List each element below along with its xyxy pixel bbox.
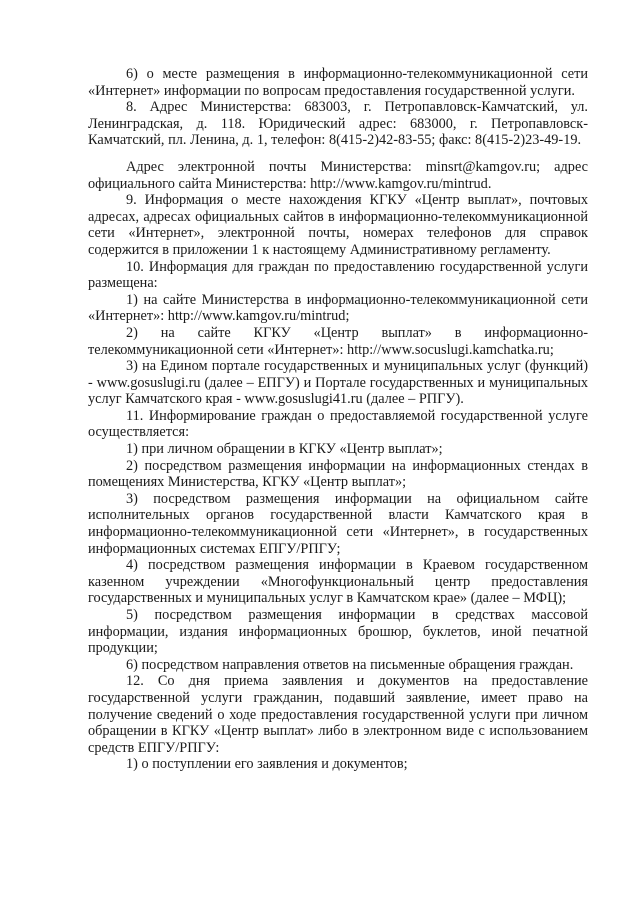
list-item-personal-visit: 1) при личном обращении в КГКУ «Центр выплат»; — [126, 441, 443, 458]
list-item-official-site: 3) посредством размещения информации на официальном сайте исполнительных органов государственной власти Камчатского края в информационно-телекоммуникационной сети «Интернет», в государственных информационных системах ЕПГУ/РПГУ; — [88, 490, 588, 557]
paragraph-ministry-email-site: Адрес электронной почты Министерства: minsrt@kamgov.ru; адрес официального сайта Министерства: http://www.kamgov.ru/mintrud. — [88, 158, 588, 192]
list-item-portals: 3) на Едином портале государственных и муниципальных услуг (функций) - www.gosuslugi.ru (далее – ЕПГУ) и Портале государственных и муниципальных услуг Камчатского края - www.gosuslugi41.ru (далее – РПГУ). — [88, 358, 588, 408]
paragraph-8-ministry-address: 8. Адрес Министерства: 683003, г. Петропавловск-Камчатский, ул. Ленинградская, д. 118. Юридический адрес: 683000, г. Петропавловск-Камчатский, пл. Ленина, д. 1, телефон: 8(415-2)42-83-55; факс: 8(415-2)23-49-19. — [88, 99, 588, 149]
list-item-mass-media: 5) посредством размещения информации в средствах массовой информации, издания информационных брошюр, буклетов, иной печатной продукции; — [88, 607, 588, 657]
paragraph-6-internet-info: 6) о месте размещения в информационно-телекоммуникационной сети «Интернет» информации по вопросам предоставления государственной услуги. — [88, 66, 588, 99]
list-item-stands: 2) посредством размещения информации на информационных стендах в помещениях Министерства, КГКУ «Центр выплат»; — [88, 457, 588, 491]
paragraph-11-informing: 11. Информирование граждан о предоставляемой государственной услуге осуществляется: — [88, 407, 588, 441]
paragraph-10-info-placement: 10. Информация для граждан по предоставлению государственной услуги размещена: — [88, 258, 588, 292]
list-item-center-site: 2) на сайте КГКУ «Центр выплат» в информационно-телекоммуникационной сети «Интернет»: http://www.socuslugi.kamchatka.ru; — [88, 324, 588, 358]
paragraph-9-location-info: 9. Информация о месте нахождения КГКУ «Центр выплат», почтовых адресах, адресах официальных сайтов в информационно-телекоммуникационной сети «Интернет», электронной почты, номерах телефонов для справок содержится в приложении 1 к настоящему Административному регламенту. — [88, 192, 588, 258]
list-item-written-replies: 6) посредством направления ответов на письменные обращения граждан. — [126, 656, 574, 673]
list-item-receipt: 1) о поступлении его заявления и документов; — [126, 756, 408, 773]
paragraph-12-status-info: 12. Со дня приема заявления и документов на предоставление государственной услуги гражданин, подавший заявление, имеет право на получение сведений о ходе предоставления государственной услуги при личном обращении в КГКУ «Центр выплат» либо в электронном виде с использованием средств ЕПГУ/РПГУ: — [88, 673, 588, 756]
list-item-mfc: 4) посредством размещения информации в Краевом государственном казенном учреждении «Многофункциональный центр предоставления государственных и муниципальных услуг в Камчатском крае» (далее – МФЦ); — [88, 557, 588, 607]
list-item-ministry-site: 1) на сайте Министерства в информационно-телекоммуникационной сети «Интернет»: http://www.kamgov.ru/mintrud; — [88, 291, 588, 325]
